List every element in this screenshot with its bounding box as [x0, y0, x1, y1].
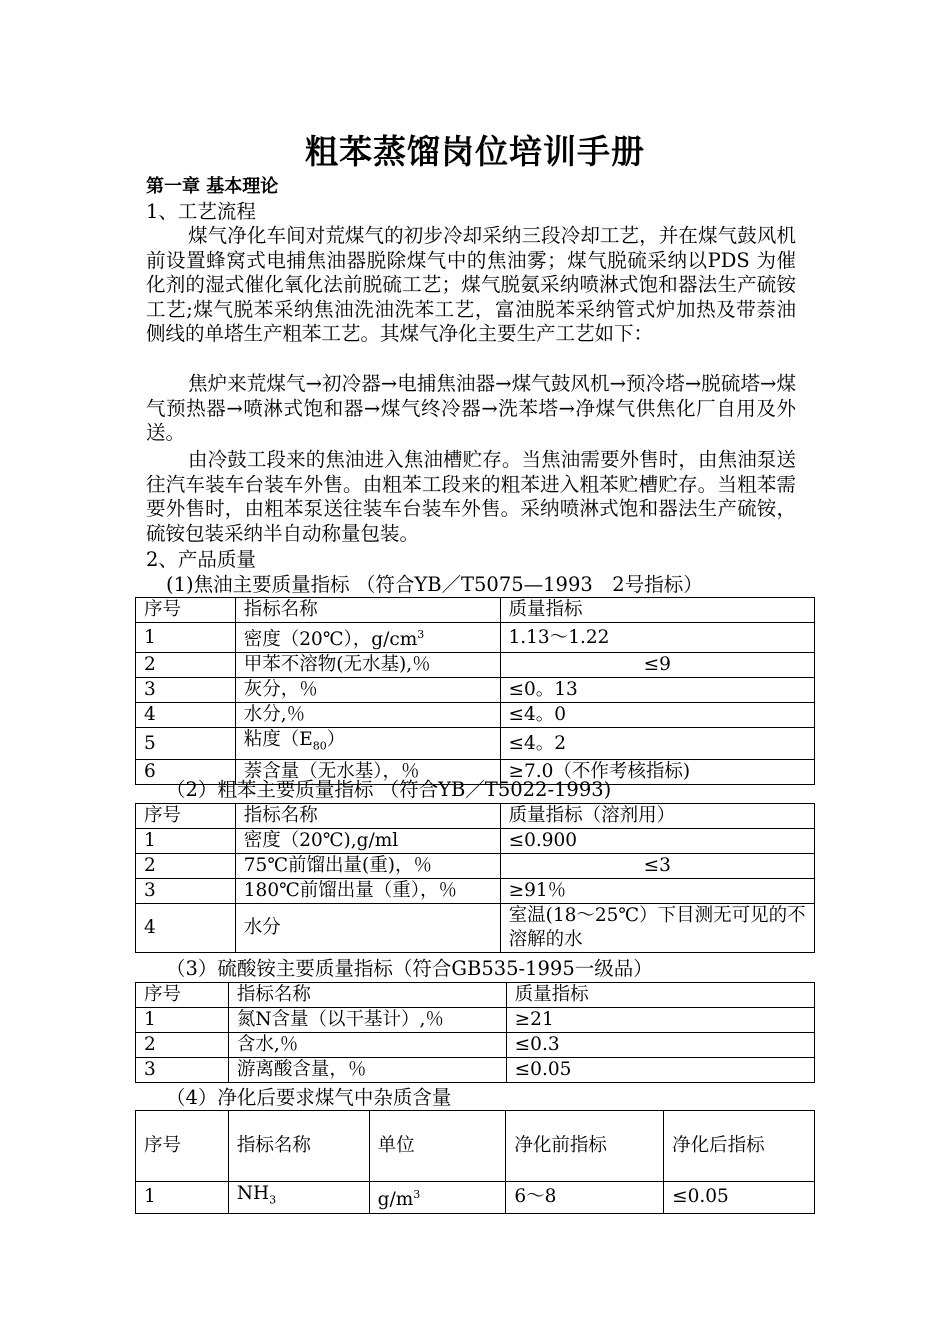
- table-cell: ≤0.05: [506, 1058, 814, 1083]
- table-row: [136, 1033, 815, 1058]
- table-row: [136, 1182, 815, 1214]
- table-cell: ≥91％: [500, 879, 814, 904]
- table-cell: 3: [136, 1058, 229, 1083]
- table-cell: 水分: [235, 904, 500, 953]
- table-cell: ≤3: [500, 854, 814, 879]
- table-header-row: [136, 983, 815, 1008]
- header-cell: 质量指标（溶剂用）: [500, 804, 814, 829]
- table-caption-gas-impurities: （4）净化后要求煤气中杂质含量: [166, 1086, 452, 1109]
- header-cell: 净化前指标: [506, 1111, 664, 1182]
- table-cell: 4: [136, 703, 236, 728]
- header-cell: 序号: [136, 1111, 229, 1182]
- table-cell: 萘含量（无水基），％: [235, 759, 500, 784]
- section-heading-process: 1、工艺流程: [146, 200, 256, 223]
- table-cell: ≤0。13: [500, 678, 815, 703]
- table-cell: ≥21: [506, 1008, 814, 1033]
- table-cell: 游离酸含量，％: [228, 1058, 506, 1083]
- table-cell: 4: [136, 904, 236, 953]
- table-row: [136, 1058, 815, 1083]
- table-cell: 密度（20℃),g/ml: [235, 829, 500, 854]
- page-title: 粗苯蒸馏岗位培训手册: [305, 132, 645, 171]
- table-cell: 6～8: [506, 1182, 664, 1214]
- table-cell: 2: [136, 854, 236, 879]
- table-caption-tar: (1)焦油主要质量指标 （符合YB／T5075—1993 2号指标）: [166, 573, 703, 596]
- table-cell: 180℃前馏出量（重），％: [235, 879, 500, 904]
- table-cell: $g/m^3$: [369, 1182, 506, 1214]
- table-cell: ≤0.900: [500, 829, 814, 854]
- table-cell: ≤9: [500, 653, 815, 678]
- header-cell: 指标名称: [235, 804, 500, 829]
- table-cell: 2: [136, 1033, 229, 1058]
- table-caption-crude-benzene: （2）粗苯主要质量指标 （符合YB／T5022-1993): [166, 778, 612, 801]
- table-cell: 3: [136, 879, 236, 904]
- table-cell: 水分,％: [235, 703, 500, 728]
- table-row: [136, 1008, 815, 1033]
- table-cell: 甲苯不溶物(无水基),％: [235, 653, 500, 678]
- paragraph-process-intro: 煤气净化车间对荒煤气的初步冷却采纳三段冷却工艺，并在煤气鼓风机前设置蜂窝式电捕焦油器脱除煤气中的焦油雾；煤气脱硫采纳以PDS 为催化剂的湿式催化氧化法前脱硫工艺；煤气脱氨采纳喷淋式饱和器法生产硫铵工艺;煤气脱苯采纳焦油洗油洗苯工艺，富油脱苯采纳管式炉加热及带萘油侧线的单塔生产粗苯工艺。其煤气净化主要生产工艺如下：: [146, 224, 796, 346]
- table-cell: 1: [136, 623, 236, 653]
- table-row: [136, 728, 815, 760]
- table-tar-quality: [135, 597, 815, 785]
- table-cell: 含水,％: [228, 1033, 506, 1058]
- table-row: [136, 879, 815, 904]
- table-cell: ≤4。0: [500, 703, 815, 728]
- header-cell: 质量指标: [506, 983, 814, 1008]
- table-header-row: [136, 598, 815, 623]
- header-cell: 单位: [369, 1111, 506, 1182]
- table-header-row: [136, 1111, 815, 1182]
- header-cell: 指标名称: [235, 598, 500, 623]
- table-cell: 粘度$(E_{80})$: [235, 728, 500, 760]
- table-header-row: [136, 804, 815, 829]
- table-row: [136, 653, 815, 678]
- table-row: [136, 623, 815, 653]
- table-cell: 75℃前馏出量(重)，％: [235, 854, 500, 879]
- table-cell: ≥7.0（不作考核指标): [500, 759, 815, 784]
- table-ammonium-sulfate-quality: [135, 982, 815, 1083]
- header-cell: 净化后指标: [664, 1111, 815, 1182]
- table-cell: 1.13～1.22: [500, 623, 815, 653]
- table-cell: 室温(18～25℃）下目测无可见的不溶解的水: [500, 904, 814, 953]
- table-cell: 5: [136, 728, 236, 760]
- table-cell: 2: [136, 653, 236, 678]
- table-row: [136, 829, 815, 854]
- table-cell: ≤0.3: [506, 1033, 814, 1058]
- header-cell: 序号: [136, 598, 236, 623]
- table-row: [136, 854, 815, 879]
- table-cell: 1: [136, 829, 236, 854]
- table-cell: 1: [136, 1182, 229, 1214]
- table-gas-impurities: [135, 1110, 815, 1214]
- section-heading-quality: 2、产品质量: [146, 548, 256, 571]
- table-cell: 灰分，％: [235, 678, 500, 703]
- header-cell: 指标名称: [228, 983, 506, 1008]
- table-cell: ≤4。2: [500, 728, 815, 760]
- table-row: [136, 703, 815, 728]
- header-cell: 序号: [136, 804, 236, 829]
- table-cell: 氮N含量（以干基计）,％: [228, 1008, 506, 1033]
- table-cell: 密度（20℃），$g/cm^3$: [235, 623, 500, 653]
- table-caption-ammonium-sulfate: （3）硫酸铵主要质量指标（符合GB535-1995一级品）: [166, 957, 653, 980]
- table-crude-benzene-quality: [135, 803, 815, 953]
- paragraph-process-flow: 焦炉来荒煤气→初冷器→电捕焦油器→煤气鼓风机→预冷塔→脱硫塔→煤气预热器→喷淋式饱和器→煤气终冷器→洗苯塔→净煤气供焦化厂自用及外送。: [146, 372, 796, 445]
- paragraph-product-handling: 由冷鼓工段来的焦油进入焦油槽贮存。当焦油需要外售时，由焦油泵送往汽车装车台装车外售。由粗苯工段来的粗苯进入粗苯贮槽贮存。当粗苯需要外售时，由粗苯泵送往装车台装车外售。采纳喷淋式饱和器法生产硫铵，硫铵包装采纳半自动称量包装。: [146, 448, 796, 545]
- header-cell: 质量指标: [500, 598, 815, 623]
- header-cell: 指标名称: [228, 1111, 369, 1182]
- table-cell: $NH_3$: [228, 1182, 369, 1214]
- table-row: [136, 678, 815, 703]
- table-cell: 1: [136, 1008, 229, 1033]
- table-cell: 6: [136, 759, 236, 784]
- header-cell: 序号: [136, 983, 229, 1008]
- table-cell: ≤0.05: [664, 1182, 815, 1214]
- chapter-heading: 第一章 基本理论: [146, 176, 279, 197]
- table-cell: 3: [136, 678, 236, 703]
- table-row: [136, 904, 815, 953]
